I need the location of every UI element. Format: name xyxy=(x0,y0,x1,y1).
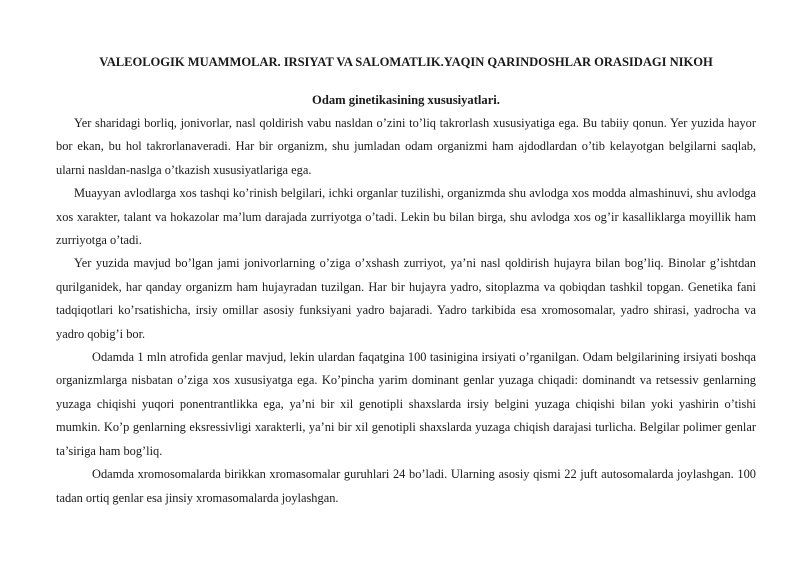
section-subtitle: Odam ginetikasining xususiyatlari. xyxy=(312,93,500,107)
paragraph: Odamda xromosomalarda birikkan xromasomalar guruhlari 24 bo’ladi. Ularning asosiy qismi 22 juft autosomalarda joylashgan. 100 tadan ortiq genlar esa jinsiy xromasomalarda joylashgan. xyxy=(56,467,756,505)
paragraph: Muayyan avlodlarga xos tashqi ko’rinish belgilari, ichki organlar tuzilishi, organizmda shu avlodga xos modda almashinuvi, shu avlodga xos xarakter, talant va hokazolar ma’lum darajada zurriyotga o’tadi. Lekin bu bilan birga, shu avlodga xos og’ir kasalliklarga moyillik ham zurriyotga o’tadi. xyxy=(56,186,756,248)
document-body xyxy=(56,112,756,510)
paragraph: Yer yuzida mavjud bo’lgan jami jonivorlarning o’ziga o’xshash zurriyot, ya’ni nasl qoldirish hujayra bilan bog’liq. Binolar g’ishtdan qurilganidek, har qanday organizm ham hujayradan tuzilgan. Har bir hujayra yadro, sitoplazma va qobiqdan tashkil topgan. Genetika fani tadqiqotlari ko’rsatishicha, irsiy omillar asosiy funksiyani yadro bajaradi. Yadro tarkibida esa xromosomalar, yadro shirasi, yadrocha va yadro qobig’i bor. xyxy=(56,256,756,341)
document-title: VALEOLOGIK MUAMMOLAR. IRSIYAT VA SALOMATLIK.YAQIN QARINDOSHLAR ORASIDAGI NIKOH xyxy=(99,55,713,69)
paragraph: Yer sharidagi borliq, jonivorlar, nasl qoldirish vabu nasldan o’zini to’liq takrorlash xususiyatiga ega. Bu tabiiy qonun. Yer yuzida hayor bor ekan, bu hol takrorlanaveradi. Har bir organizm, shu jumladan odam organizmi ham ajdodlardan o’tib kelayotgan belgilarni saqlab, ularni nasldan-naslga o’tkazish xususiyatlariga ega. xyxy=(56,116,756,177)
document-page xyxy=(56,54,756,510)
paragraph: Odamda 1 mln atrofida genlar mavjud, lekin ulardan faqatgina 100 tasinigina irsiyati o’rganilgan. Odam belgilarining irsiyati boshqa organizmlarga nisbatan o’ziga xos xususiyatga ega. Ko’pincha yarim dominant genlar yuzaga chiqadi: dominandt va retsessiv genlarning yuzaga chiqishi yuqori ponentrantlikka ega, ya’ni bir xil genotipli shaxslarda irsiy belgini yuzaga chiqishi bilan yoki yashirin o’tishi mumkin. Ko’p genlarning eksressivligi xarakterli, ya’ni bir xil genotipli shaxslarda yuzaga chiqish darajasi turlicha. Belgilar polimer genlar ta’siriga ham bog’liq. xyxy=(56,350,756,458)
